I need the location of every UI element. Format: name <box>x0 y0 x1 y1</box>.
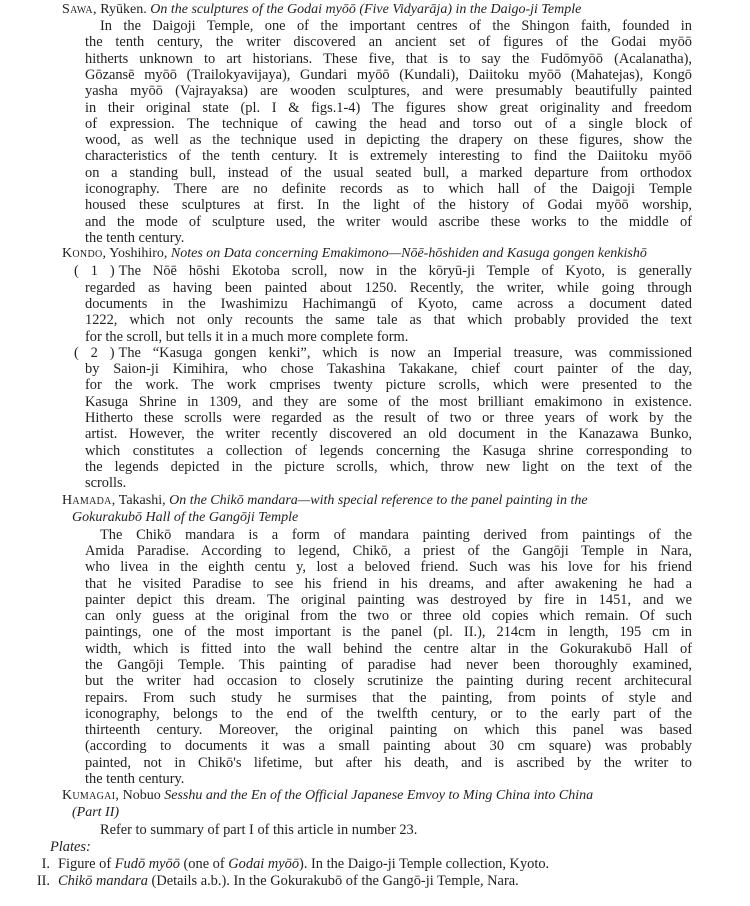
body-line: Gōzansē myōō (Trailokyavijaya), Gundari myōō (Kundali), Daiitoku myōō (Mahatejas), Kongō <box>85 67 692 83</box>
body-line: documents in the Iwashimizu Hachimangū of Kyoto, came across a document dated <box>85 296 692 312</box>
body-line: Hitherto these scrolls were regarded as the result of two or three years of work by the <box>85 410 692 426</box>
paragraph-marker: ( 2 ) <box>74 345 115 361</box>
body-line: by Saion-ji Kimihira, who chose Takashina Takakane, chief court painter of the day, <box>85 361 692 377</box>
body-line: paintings, one of the most important is the panel (pl. II.), 214cm in length, 195 cm in <box>85 624 692 640</box>
body-line: Refer to summary of part I of this article in number 23. <box>100 822 418 838</box>
body-line: the legends depicted in the picture scrolls, which, throw new light on the text of the <box>85 459 692 475</box>
author-surname: Kondo, <box>62 246 107 261</box>
body-line: ( 2 ) The “Kasuga gongen kenki”, which is now an Imperial treasure, was commissioned <box>74 345 692 361</box>
plate-subject: Godai myōō <box>228 856 300 872</box>
body-line: thirteenth century. Moreover, the original painting on which this panel was based <box>85 722 692 738</box>
body-line: yasha myōō (Vajrayaksa) are wooden sculptures, and were presumably beautifully painted <box>85 83 692 99</box>
body-line: for the work. The work cmprises twenty picture scrolls, which were presented to the <box>85 377 692 393</box>
article-title: On the sculptures of the Godai myōō (Five Vidyarāja) in the Daigo-ji Temple <box>150 2 582 17</box>
body-line: for the scroll, but tells it in a much more complete form. <box>85 329 409 345</box>
plate-subject: Chikō mandara <box>58 873 148 889</box>
author-given: Yoshihiro, <box>109 246 168 261</box>
author-surname: Hamada, <box>62 493 116 508</box>
body-line: painted, not in Chikō's lifetime, but after his death, and is ascribed by the writer to <box>85 755 692 771</box>
body-line: can only guess at the original from the two or three old copies which remain. Of such <box>85 608 692 624</box>
body-line: painter depict this dream. The original painting was destroyed by fire in 1451, and we <box>85 592 692 608</box>
body-line: (according to documents it was a small painting about 30 cm square) was probably <box>85 738 692 754</box>
article-title: Sesshu and the En of the Official Japanese Emvoy to Ming China into China <box>164 788 594 803</box>
plate-item: I. Figure of Fudō myōō (one of Godai myōō). In the Daigo-ji Temple collection, Kyoto. <box>24 856 549 872</box>
body-line: that he visited Paradise to see his friend in his dreams, and after awakening he had a <box>85 576 692 592</box>
body-line: regarded as having been painted about 1250. Recently, the writer, while going through <box>85 280 692 296</box>
plate-numeral: II. <box>36 873 50 889</box>
article-title: On the Chikō mandara—with special reference to the panel painting in the <box>169 493 588 508</box>
author-surname: Kumagai, <box>62 788 120 803</box>
body-line: wood, as well as the technique used in depicting the drapery on these figures, show the <box>85 132 692 148</box>
entry-heading <box>62 246 724 262</box>
author-given: Nobuo <box>119 788 165 803</box>
body-line: the tenth century. <box>85 230 185 246</box>
body-line: The Chikō mandara is a form of mandara painting derived from paintings of the <box>100 527 692 543</box>
body-line: iconography. There are no definite records as to which hall of the Daigoji Temple <box>85 181 692 197</box>
plates-heading: Plates: <box>50 839 91 855</box>
body-line: the Gangōji Temple. This painting of paradise had never been thoroughly examined, <box>85 657 692 673</box>
author-given: Ryūken. <box>100 2 147 17</box>
body-line: hitherts unknown to art historians. These five, that is to say the Fudōmyōō (Acalanatha), <box>85 51 692 67</box>
article-title: Notes on Data concerning Emakimono—Nōē-hōshiden and Kasuga gongen kenkishō <box>170 246 647 261</box>
body-line: 1222, which not only recounts the same tale as that which probably provided the text <box>85 312 692 328</box>
body-line: scrolls. <box>85 475 127 491</box>
body-line: characteristics of the tenth century. It is extremely interesting to find the Daiitoku myōō <box>85 148 692 164</box>
author-surname: Sawa, <box>62 2 97 17</box>
paragraph-marker: ( 1 ) <box>74 263 115 279</box>
body-line: but the writer had occasion to closely scrutinize the painting during recent architecural <box>85 673 692 689</box>
body-line: on a standing bull, instead of the usual seated bull, a marked departure from orthodox <box>85 165 692 181</box>
plate-item: II. Chikō mandara (Details a.b.). In the Gokurakubō of the Gangō-ji Temple, Nara. <box>24 873 519 889</box>
body-line: In the Daigoji Temple, one of the important centres of the Shingon faith, founded in <box>100 18 692 34</box>
body-line: which constitutes a collection of legends concerning the Kasuga shrine corresponding to <box>85 443 692 459</box>
body-line: iconography, belongs to the end of the twelfth century, or to the early part of the <box>85 706 692 722</box>
body-line: of expression. The technique of cawing the head and torso out of a single block of <box>85 116 692 132</box>
body-line: who livea in the eighth centu y, lost a beloved friend. Such was his love for his friend <box>85 559 692 575</box>
entry-heading <box>62 788 724 804</box>
body-line: in their original state (pl. I & figs.1-4) The figures show great originality and freedom <box>85 100 692 116</box>
plate-subject: Fudō myōō <box>114 856 180 872</box>
body-line: Amida Paradise. According to legend, Chikō, a priest of the Gangōji Temple in Nara, <box>85 543 692 559</box>
body-line: width, which is fitted into the wall behind the centre altar in the Gokurakubō Hall of <box>85 641 692 657</box>
body-line: repairs. From such study he surmises that the painting, from points of style and <box>85 690 692 706</box>
plate-numeral: I. <box>41 856 50 872</box>
body-line: the tenth century. <box>85 771 185 787</box>
body-line: Kasuga Shrine in 1309, and they are some of the most brilliant emakimono in existence. <box>85 394 692 410</box>
entry-heading <box>62 493 724 509</box>
article-title-continued: (Part II) <box>72 805 120 820</box>
entry-heading <box>62 2 724 18</box>
body-line: artist. However, the writer recently discovered an old document in the Kanazawa Bunko, <box>85 426 692 442</box>
body-line: ( 1 ) The Nōē hōshi Ekotoba scroll, now in the kōryū-ji Temple of Kyoto, is generally <box>74 263 692 279</box>
author-given: Takashi, <box>118 493 166 508</box>
body-line: the tenth century, the writer discovered an ancient set of figures of the Godai myōō <box>85 34 692 50</box>
article-title-continued: Gokurakubō Hall of the Gangōji Temple <box>72 510 299 525</box>
body-line: and the mode of sculpture used, the writer would ascribe these works to the middle of <box>85 214 692 230</box>
body-line: housed these sculptures at first. In the light of the history of Godai myōō worship, <box>85 197 692 213</box>
